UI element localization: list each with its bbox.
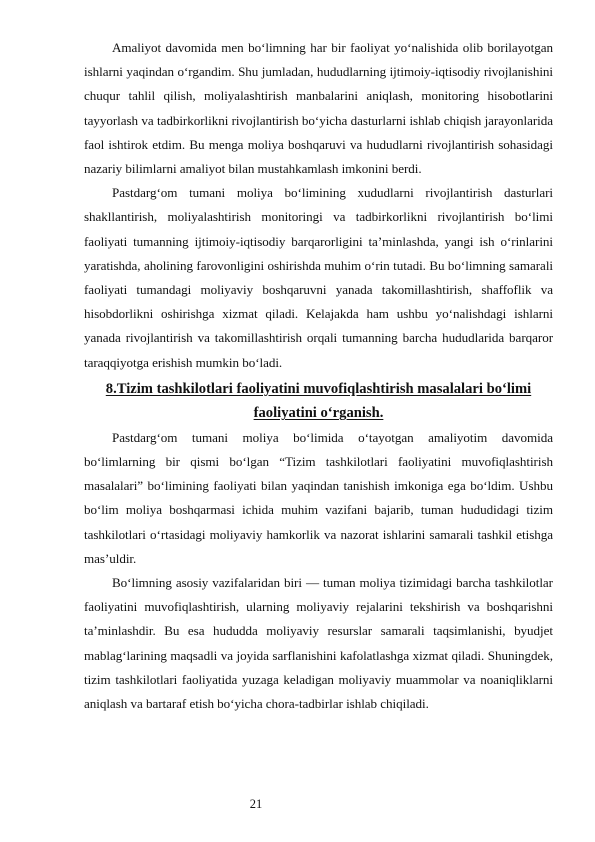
- paragraph-practice-summary: Amaliyot davomida men bo‘limning har bir faoliyat yo‘nalishida olib borilayotgan ishlarni yaqindan o‘rgandim. Shu jumladan, hududlarning ijtimoiy-iqtisodiy rivojlanishini chuqur tahlil qilish, moliyalashtirish manbalarini aniqlash, monitoring hisobotlarini tayyorlash va tadbirkorlikni rivojlantirish bo‘yicha dasturlarni ishlab chiqish jarayonlarida faol ishtirok etdim. Bu menga moliya boshqaruvi va hududlarni rivojlantirish sohasidagi nazariy bilimlarni amaliyot bilan mustahkamlash imkonini berdi.: [84, 40, 553, 177]
- page-number: 21: [249, 797, 263, 811]
- section-heading: 8.Tizim tashkilotlari faoliyatini muvofiqlashtirish masalalari bo‘limi faoliyatini o‘rganish.: [105, 380, 532, 422]
- paragraph-coordination-intro: Pastdarg‘om tumani moliya bo‘limida o‘tayotgan amaliyotim davomida bo‘limlarning bir qismi bo‘lgan “Tizim tashkilotlari faoliyatini muvofiqlashtirish masalalari” bo‘limining faoliyati bilan yaqindan tanishish imkoniga ega bo‘ldim. Ushbu bo‘lim moliya boshqarmasi ichida muhim vazifani bajarib, tuman hududidagi tizim tashkilotlari o‘rtasidagi moliyaviy hamkorlik va nazorat ishlarini samarali tashkil etishga mas’uldir.: [84, 429, 553, 566]
- paragraph-department-role: Pastdarg‘om tumani moliya bo‘limining xududlarni rivojlantirish dasturlari shakllantirish, moliyalashtirish monitoringi va tadbirkorlikni rivojlantirish bo‘limi faoliyati tumanning ijtimoiy-iqtisodiy barqarorligini ta’minlashda, yangi ish o‘rinlarini yaratishda, aholining farovonligini oshirishda muhim o‘rin tutadi. Bu bo‘limning samarali faoliyati tumandagi moliyaviy boshqaruvni yanada takomillashtirish, shaffoflik va hisobdorlikni oshirishga xizmat qiladi. Kelajakda ham ushbu yo‘nalishdagi ishlarni yanada rivojlantirish va takomillashtirish orqali tumanning barcha hududlarida barqaror taraqqiyotga erishish mumkin bo‘ladi.: [84, 185, 553, 370]
- paragraph-coordination-tasks: Bo‘limning asosiy vazifalaridan biri — tuman moliya tizimidagi barcha tashkilotlar faoliyatini muvofiqlashtirish, ularning moliyaviy rejalarini tekshirish va boshqarishni ta’minlashdir. Bu esa hududda moliyaviy resurslar samarali taqsimlanishi, byudjet mablag‘larining maqsadli va joyida sarflanishini kafolatlashga xizmat qiladi. Shuningdek, tizim tashkilotlari faoliyatida yuzaga keladigan moliyaviy muammolar va noaniqliklarni aniqlash va bartaraf etish bo‘yicha chora-tadbirlar ishlab chiqiladi.: [84, 575, 553, 712]
